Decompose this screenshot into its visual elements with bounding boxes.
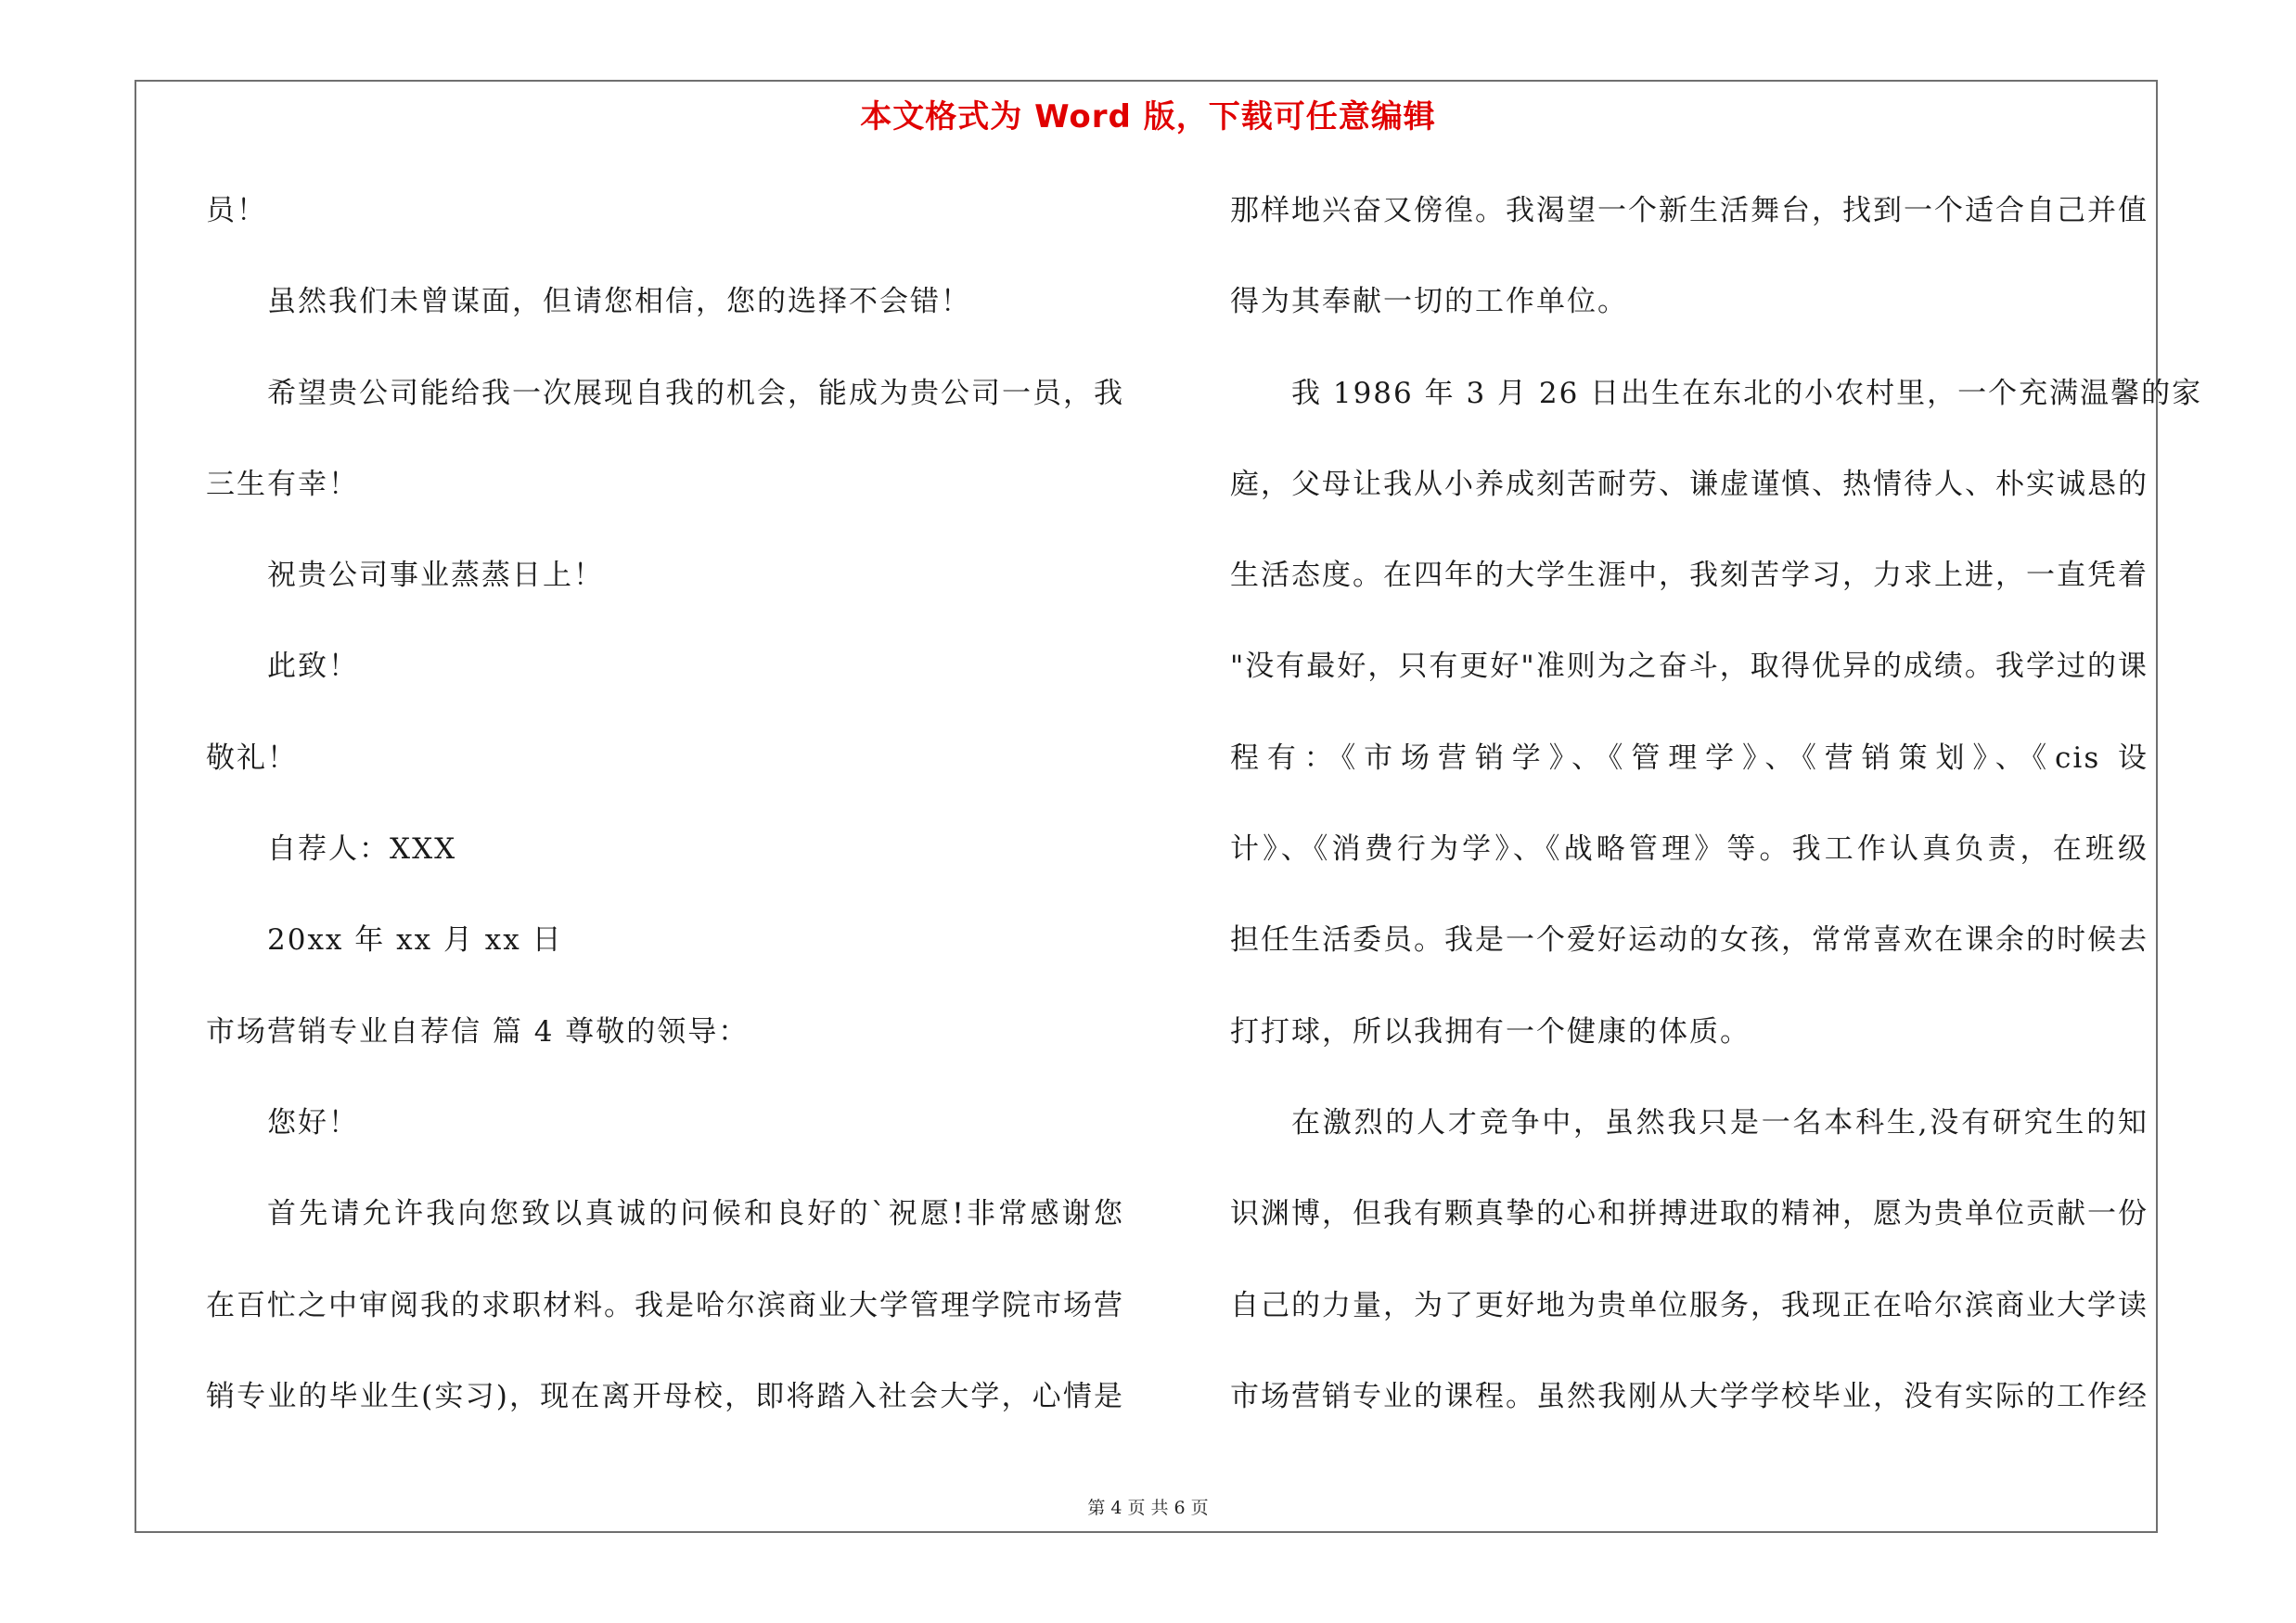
text-line: 生活态度。在四年的大学生涯中，我刻苦学习，力求上进，一直凭着: [1230, 559, 2148, 593]
text-line: 在激烈的人才竞争中，虽然我只是一名本科生,没有研究生的知: [1291, 1105, 2148, 1140]
text-line: 自荐人：XXX: [267, 832, 457, 867]
text-line: 市场营销专业的课程。虽然我刚从大学学校毕业，没有实际的工作经: [1230, 1379, 2148, 1413]
text-line: 那样地兴奋又傍徨。我渴望一个新生活舞台，找到一个适合自己并值: [1230, 194, 2148, 227]
text-line: 员！: [206, 194, 267, 227]
text-line: 您好！: [267, 1105, 359, 1140]
text-line: 我 1986 年 3 月 26 日出生在东北的小农村里，一个充满温馨的家: [1291, 376, 2203, 410]
text-line: 此致！: [267, 650, 359, 684]
text-line: 敬礼！: [206, 741, 298, 775]
text-line: 销专业的毕业生(实习)，现在离开母校，即将踏入社会大学，心情是: [206, 1379, 1124, 1413]
text-line: 首先请允许我向您致以真诚的问候和良好的`祝愿!非常感谢您: [267, 1197, 1124, 1231]
text-line: 祝贵公司事业蒸蒸日上！: [267, 559, 604, 593]
text-line: 计》、《消费行为学》、《战略管理》等。我工作认真负责，在班级: [1230, 832, 2148, 867]
text-line: 希望贵公司能给我一次展现自我的机会，能成为贵公司一员，我: [267, 376, 1124, 410]
text-line: 程有：《市场营销学》、《管理学》、《营销策划》、《cis 设: [1230, 741, 2148, 775]
section-heading: 市场营销专业自荐信 篇 4 尊敬的领导：: [206, 1014, 750, 1049]
text-line: 自己的力量，为了更好地为贵单位服务，我现正在哈尔滨商业大学读: [1230, 1288, 2148, 1322]
text-line: 20xx 年 xx 月 xx 日: [267, 923, 563, 958]
text-line: 得为其奉献一切的工作单位。: [1230, 285, 1628, 319]
left-column: [206, 186, 1124, 1462]
text-line: 识渊博，但我有颗真挚的心和拼搏进取的精神，愿为贵单位贡献一份: [1230, 1197, 2148, 1231]
text-line: 庭，父母让我从小养成刻苦耐劳、谦虚谨慎、热情待人、朴实诚恳的: [1230, 467, 2148, 501]
text-line: 虽然我们未曾谋面，但请您相信，您的选择不会错！: [267, 285, 971, 319]
text-line: 在百忙之中审阅我的求职材料。我是哈尔滨商业大学管理学院市场营: [206, 1288, 1124, 1322]
format-banner: 本文格式为 Word 版，下载可任意编辑: [860, 98, 1436, 135]
text-line: "没有最好，只有更好"准则为之奋斗，取得优异的成绩。我学过的课: [1230, 650, 2148, 684]
text-line: 打打球，所以我拥有一个健康的体质。: [1230, 1014, 1751, 1049]
text-line: 担任生活委员。我是一个爱好运动的女孩，常常喜欢在课余的时候去: [1230, 923, 2148, 958]
page-number-footer: 第 4 页 共 6 页: [1087, 1498, 1209, 1518]
text-line: 三生有幸！: [206, 467, 359, 501]
right-column: [1230, 186, 2203, 1462]
